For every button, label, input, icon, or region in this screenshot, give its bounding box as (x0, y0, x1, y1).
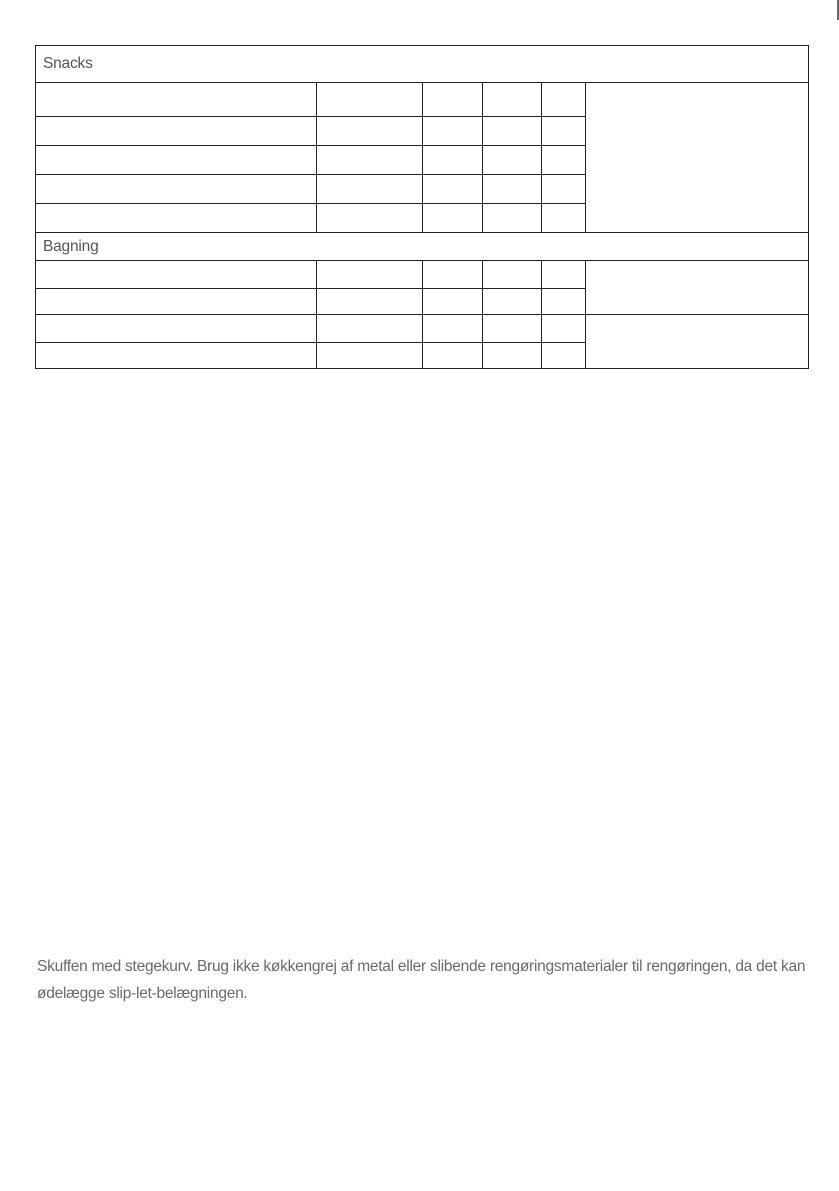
table-cell (542, 343, 586, 369)
table-cell (542, 83, 586, 117)
table-cell (483, 315, 542, 343)
table-cell (36, 343, 317, 369)
table-cell (423, 117, 483, 146)
table-cell (317, 117, 423, 146)
table-cell (36, 83, 317, 117)
table-cell (483, 83, 542, 117)
table-cell (423, 83, 483, 117)
cleaning-note: Skuffen med stegekurv. Brug ikke køkkengrej af metal eller slibende rengøringsmaterialer til rengøringen, da det kan ødelægge slip-let-belægningen. (37, 958, 806, 1002)
table-cell (483, 289, 542, 315)
table-cell (317, 343, 423, 369)
table-cell (36, 175, 317, 204)
table-cell (317, 204, 423, 233)
table-cell (317, 315, 423, 343)
table-cell-merged (586, 315, 809, 369)
table-cell (317, 261, 423, 289)
table-cell (483, 343, 542, 369)
table-cell-merged (586, 83, 809, 233)
section-row-snacks (36, 46, 809, 83)
table-cell (542, 117, 586, 146)
table-cell (423, 146, 483, 175)
section-title-snacks: Snacks (36, 46, 809, 83)
table-row (36, 83, 809, 117)
table-cell (36, 117, 317, 146)
table-cell (423, 204, 483, 233)
table-cell (423, 315, 483, 343)
table-cell (423, 289, 483, 315)
table-row (36, 261, 809, 289)
table-cell (36, 289, 317, 315)
table-cell (317, 289, 423, 315)
table-cell (483, 146, 542, 175)
section-row-bagning (36, 233, 809, 261)
table-row (36, 315, 809, 343)
table-cell (36, 204, 317, 233)
table-cell (483, 117, 542, 146)
table-cell (423, 261, 483, 289)
table-cell (423, 343, 483, 369)
table-cell (483, 261, 542, 289)
table-cell (542, 204, 586, 233)
table-cell (542, 289, 586, 315)
table-cell (36, 261, 317, 289)
section-title-bagning: Bagning (36, 233, 809, 261)
table-cell (36, 146, 317, 175)
table-cell (36, 315, 317, 343)
table-cell (317, 146, 423, 175)
table-cell (423, 175, 483, 204)
table-cell-merged (586, 261, 809, 315)
table-cell (483, 175, 542, 204)
table-cell (317, 83, 423, 117)
table-cell (542, 146, 586, 175)
cooking-table (35, 45, 809, 369)
table-cell (483, 204, 542, 233)
table-cell (542, 175, 586, 204)
table-cell (317, 175, 423, 204)
crop-mark-icon (832, 0, 839, 20)
table-cell (542, 261, 586, 289)
table-cell (542, 315, 586, 343)
